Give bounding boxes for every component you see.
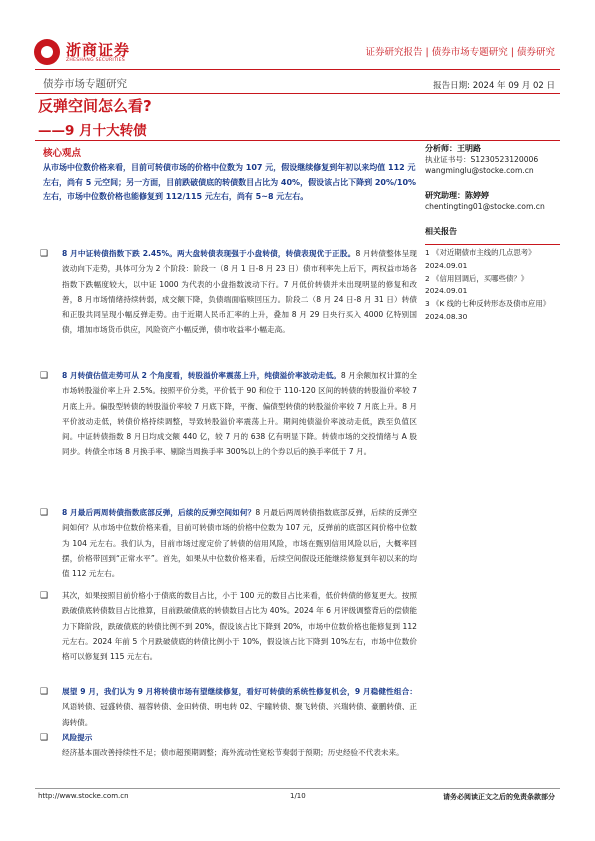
assistant-name: 研究助理：陈婷婷 [425,191,489,200]
header-divider [35,69,560,70]
logo-subtext: ZHESHANG SECURITIES [66,58,125,63]
logo-mark-icon [34,39,60,65]
footer-disclaimer: 请务必阅读正文之后的免责条款部分 [443,793,555,801]
risk-warning-heading: 风险提示 [62,733,93,742]
bullet-square-icon: ❑ [40,508,49,518]
core-view-heading: 核心观点 [43,148,82,159]
related-reports-heading: 相关报告 [425,227,457,236]
bullet-square-icon: ❑ [40,371,49,381]
report-category-tags: 证券研究报告 | 债券市场专题研究 | 债券研究 [365,47,555,58]
paragraph-5-text: 风语转债、冠盛转债、福蓉转债、金田转债、明电转 02、宇瞳转债、聚飞转债、兴瑞转债、豪鹏转债、正海转债。 [62,702,417,727]
bullet-square-icon: ❑ [40,687,49,697]
page-subtitle: ——9 月十大转债 [38,123,147,139]
paragraph-2-text: 8 月余额加权计算的全市场转股溢价率上升 2.5%。按照平价分类，平价低于 90 和位于 110-120 区间的转债的转股溢价率较 7 月底上升。偏股型转债的转股溢价率较 7 月底下降，平衡、偏债型转债的转股溢价率较 7 月底上升。8 月平价波动走低，转债价格持续调整，导致转股溢价率震荡上升。期间纯债溢价率波动走低，跌至负值区间。中证转债指数 8 月日均成交额 440 亿，较 7 月的 638 亿有明显下降。转债市场的交投情绪与 A 股同步。转债全市场 8 月换手率、剔除当周换手率 300%以上的个券以后的换手率低于 7 月。 [62,371,417,457]
footer-url[interactable]: http://www.stocke.com.cn [38,792,129,800]
paragraph-3 [62,505,417,581]
paragraph-2 [62,368,417,460]
page-title: 反弹空间怎么看? [38,97,152,115]
paragraph-4-text: 其次，如果按照目前价格小于债底的数目占比，小于 100 元的数目占比来看，低价转债的修复更大。按照跌破债底转债数目占比推算，目前跌破债底的转债数目占比为 40%。2024 年 6 月评级调整背后的偿债能力下降阶段，跌破债底的转债比例不到 20%，假设该占比下降到 20%，市场中位数价格也能修复到 112 元左右。2024 年前 5 个月跌破债底的转债比例小于 10%，假设该占比下降到 10%左右，市场中位数价格可以修复到 115 元左右。 [62,591,417,662]
paragraph-5-lead: 展望 9 月，我们认为 9 月将转债市场有望继续修复，看好可转债的系统性修复机会，9 月稳健性组合： [62,687,417,696]
analyst-name: 分析师：王明路 [425,144,481,153]
risk-warning [62,730,417,761]
paragraph-4 [62,588,417,664]
related-reports-list [425,247,563,324]
related-report-item[interactable]: 2 《信用回调后，买哪些债？》 2024.09.01 [425,273,529,296]
paragraph-5 [62,684,417,730]
core-view-text: 从市场中位数价格来看，目前可转债市场的价格中位数为 107 元，假设继续修复到年初以来均值 112 元左右，尚有 5 元空间；另一方面，目前跌破债底的转债数目占比为 40%，假设该占比下降到 20%/10%左右，市场中位数价格也能修复到 112/115 元左右，尚有 5~8 元左右。 [43,163,417,201]
analyst-cert: 执业证书号：S1230523120006 [425,155,539,164]
bullet-square-icon: ❑ [40,249,49,259]
bullet-square-icon: ❑ [40,591,49,601]
title-divider [35,93,560,94]
logo-text: 浙商证券 [66,41,131,59]
company-logo [34,37,164,73]
paragraph-3-text: 8 月最后两周转债指数底部反弹，后续的反弹空间如何？从市场中位数价格来看，目前可转债市场的价格中位数为 107 元，反弹前的底部区间价格中位数为 104 元左右。我们认为，目前市场过度定价了转债的信用风险，市场在甄别信用风险以后，大概率回摆，价格带回到“正常水平”。首先，如果从中位数价格来看，后续空间假设还能继续修复到年初以来的均值 112 元左右。 [62,508,417,579]
related-divider [425,244,560,245]
bullet-square-icon: ❑ [40,733,49,743]
paragraph-3-lead: 8 月最后两周转债指数底部反弹，后续的反弹空间如何？ [62,508,256,517]
related-report-item[interactable]: 1 《对近期债市主线的几点思考》 2024.09.01 [425,248,536,270]
assistant-email[interactable]: chentingting01@stocke.com.cn [425,202,545,211]
subtitle-divider [35,140,560,141]
report-date: 报告日期: 2024 年 09 月 02 日 [433,81,555,91]
series-title: 债券市场专题研究 [43,78,127,90]
footer-divider [35,788,560,789]
related-report-item[interactable]: 3 《K 线的七种反转形态及债市应用》 2024.08.30 [425,299,551,321]
page-number: 1/10 [290,792,306,800]
paragraph-1-text: 8 月转债整体呈现波动向下走势，具体可分为 2 个阶段：阶段一（8 月 1 日-8 月 23 日）债市利率先上后下，两权益市场各指数下跌幅度较大，以中证 1000 为代表的小盘指数波动下行。7 月低价转债并未出现明显的修复和改善，8 月市场情绪持续转弱，成交额下降，负债端面临赎回压力。阶段二（8 月 24 日-8 月 31 日）转债和正股共同呈现小幅反弹走势。由于近期人民币汇率的上升，叠加 8 月 29 日央行买入 4000 亿特别国债，增加市场货币供应，风险资产小幅反弹，债市收益率小幅走高。 [62,249,417,335]
paragraph-2-lead: 8 月转债估值走势可从 2 个角度看，转股溢价率震荡上升，纯债溢价率波动走低。 [62,371,341,380]
analyst-info [425,143,565,237]
paragraph-1 [62,246,417,338]
analyst-email[interactable]: wangminglu@stocke.com.cn [425,166,534,175]
risk-warning-text: 经济基本面改善持续性不足；债市超预期调整；海外流动性宽松节奏弱于预期；历史经验不代表未来。 [62,748,404,758]
paragraph-1-lead: 8 月中证转债指数下跌 2.45%。两大盘转债表现强于小盘转债，转债表现优于正股。 [62,249,356,258]
